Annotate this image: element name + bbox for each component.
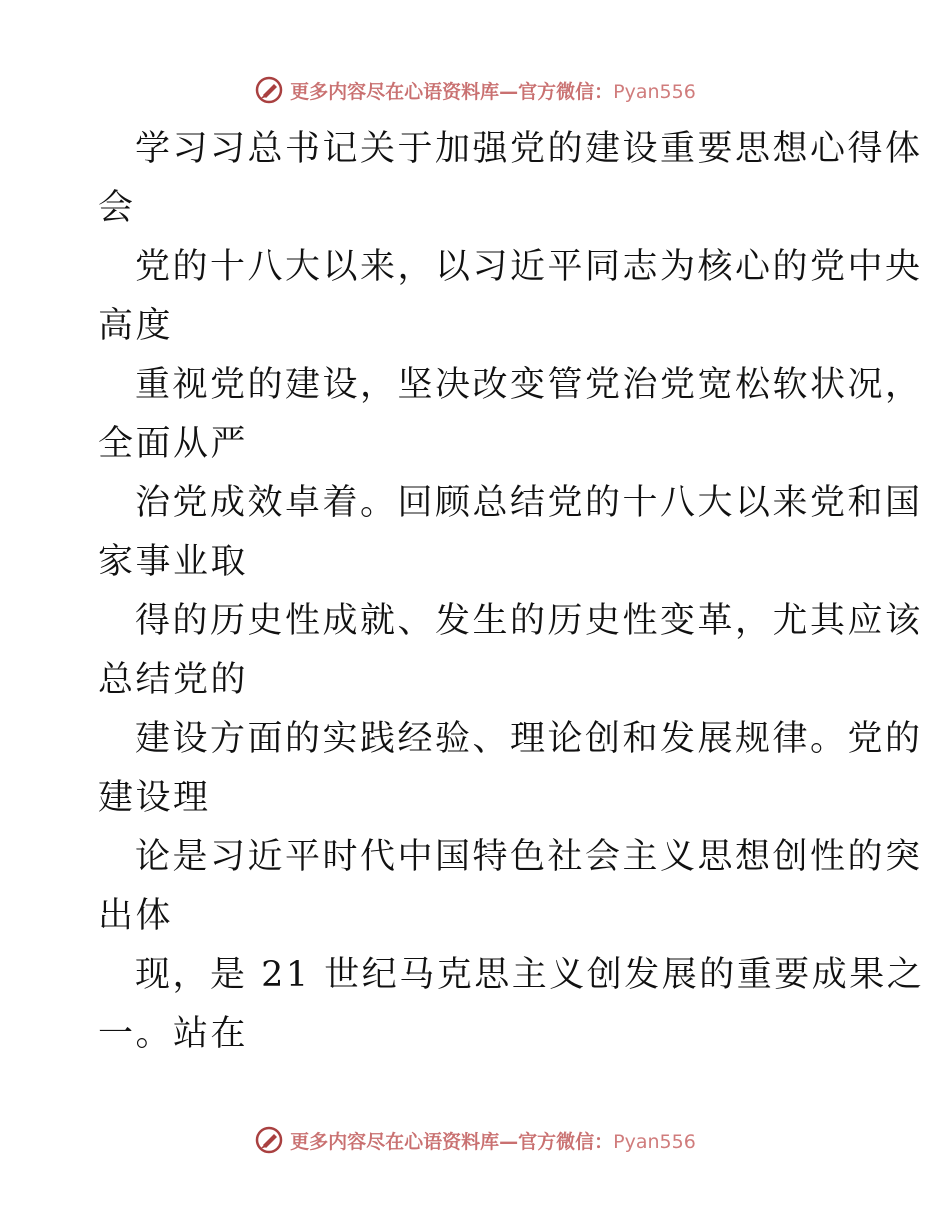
text-line: 高度: [98, 306, 174, 346]
text-line: 现，是 21 世纪马克思主义创发展的重要成果之: [135, 955, 925, 995]
header-banner: [0, 70, 950, 110]
text-line: 论是习近平时代中国特色社会主义思想创性的突: [135, 837, 923, 877]
header-wechat-id: Pyan556: [613, 80, 696, 103]
footer-wechat-id: Pyan556: [613, 1130, 696, 1153]
footer-banner-text: 更多内容尽在心语资料库—官方微信：Pyan556: [290, 1130, 696, 1153]
logo-icon: [254, 1125, 284, 1155]
text-line: 党的十八大以来，以习近平同志为核心的党中央: [135, 247, 923, 287]
text-line: 全面从严: [98, 424, 249, 464]
text-line: 会: [98, 188, 136, 228]
header-banner-text: 更多内容尽在心语资料库—官方微信：Pyan556: [290, 80, 696, 103]
text-line: 家事业取: [98, 542, 249, 582]
text-line: 一。站在: [98, 1014, 249, 1054]
text-line: 建设理: [98, 778, 211, 818]
text-line: 得的历史性成就、发生的历史性变革，尤其应该: [135, 601, 923, 641]
text-line: 治党成效卓着。回顾总结党的十八大以来党和国: [135, 483, 923, 523]
text-line: 重视党的建设，坚决改变管党治党宽松软状况，: [135, 365, 923, 405]
logo-icon: [254, 75, 284, 105]
document-body: [98, 120, 925, 1064]
text-line: 出体: [98, 896, 174, 936]
text-line: 建设方面的实践经验、理论创和发展规律。党的: [135, 719, 923, 759]
text-line: 学习习总书记关于加强党的建设重要思想心得体: [135, 129, 923, 169]
text-line: 总结党的: [98, 660, 249, 700]
footer-banner: [0, 1120, 950, 1160]
